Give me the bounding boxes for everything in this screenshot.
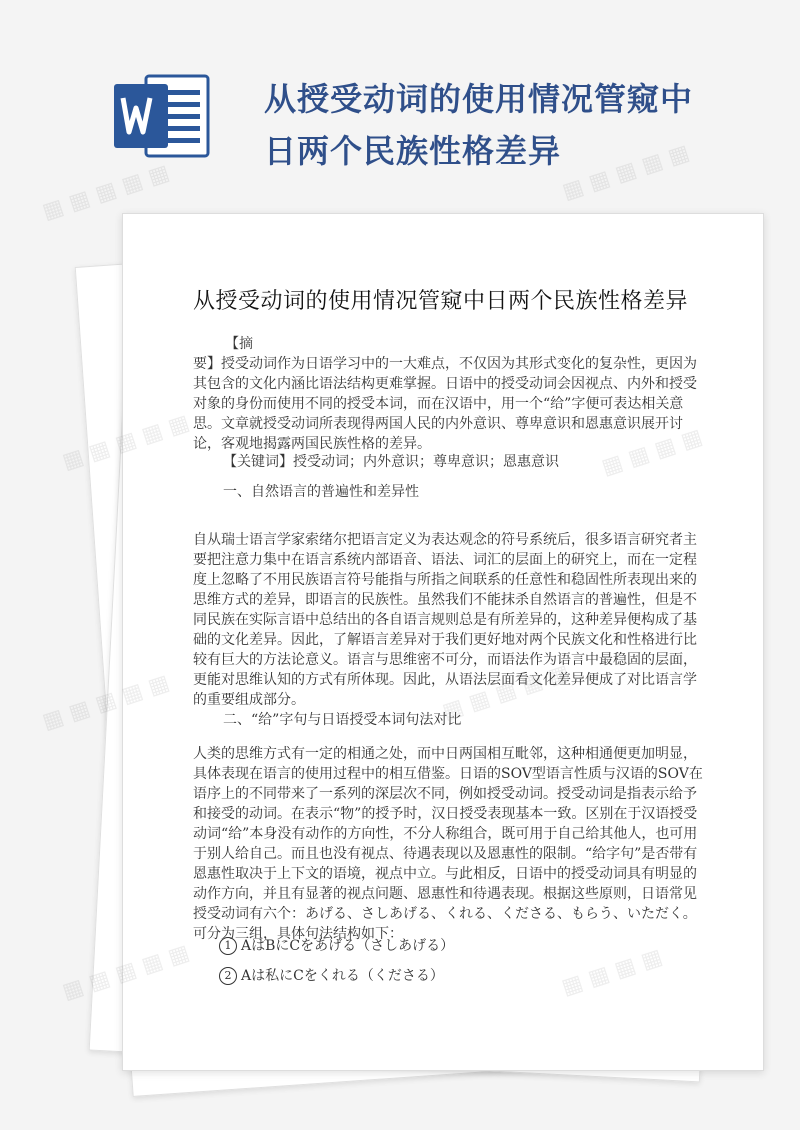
abstract-paragraph xyxy=(193,334,708,454)
header-title-line-1: 从授受动词的使用情况管窥中 xyxy=(264,80,694,118)
body-paragraph-2: 人类的思维方式有一定的相通之处，而中日两国相互毗邻，这种相通便更加明显，具体表现在语言的使用过程中的相互借鉴。日语的SOV型语言性质与汉语的SOV在语序上的不同带来了一系列的深层次不同，例如授受动词。授受动词是指表示给予和接受的动词。在表示“物”的授予时，汉日授受表现基本一致。区别在于汉语授受动词“给”本身没有动作的方向性，不分人称组合，既可用于自己给其他人，也可用于别人给自己。而且也没有视点、待遇表现以及恩惠性的限制。“给字句”是否带有恩惠性取决于上下文的语境，视点中立。与此相反，日语中的授受动词具有明显的动作方向，并且有显著的视点问题、恩惠性和待遇表现。根据这些原则，日语常见授受动词有六个：あげる、さしあげる、くれる、くださる、もらう、いただく。可分为三组，具体句法结构如下： xyxy=(193,746,703,942)
keywords-line: 【关键词】授受动词；内外意识；尊卑意识；恩惠意识 xyxy=(223,454,559,470)
section-heading-2: 二、“给”字句与日语授受本词句法对比 xyxy=(223,712,462,728)
example-item xyxy=(219,966,444,986)
abstract-label: 【摘 xyxy=(225,336,253,352)
example-item xyxy=(219,936,454,956)
document-title: 从授受动词的使用情况管窥中日两个民族性格差异 xyxy=(193,289,689,314)
example-text: AはBにCをあげる（さしあげる） xyxy=(241,938,455,954)
body-paragraph-1: 自从瑞士语言学家索绪尔把语言定义为表达观念的符号系统后，很多语言研究者主要把注意力集中在语言系统内部语音、语法、词汇的层面上的研究上，而在一定程度上忽略了不用民族语言符号能指与所指之间联系的任意性和稳固性所表现出来的思维方式的差异，即语言的民族性。虽然我们不能抹杀自然语言的普遍性，但是不同民族在实际言语中总结出的各自语言规则总是有所差异的，这种差异便构成了基础的文化差异。因此，了解语言差异对于我们更好地对两个民族文化和性格进行比较有巨大的方法论意义。语言与思维密不可分，而语法作为语言中最稳固的层面，更能对思维认知的方式有所体现。因此，从语法层面看文化差异便成了对比语言学的重要组成部分。 xyxy=(193,532,697,708)
section-heading-1: 一、自然语言的普遍性和差异性 xyxy=(223,484,419,500)
word-document-icon xyxy=(112,70,212,162)
example-text: Aは私にCをくれる（くださる） xyxy=(241,968,444,984)
watermark-logo: ▦ ▦ xyxy=(39,695,94,735)
header-title-line-2: 日两个民族性格差异 xyxy=(264,132,562,170)
watermark-logo: ▦ xyxy=(59,974,87,1005)
watermark-logo: ▦ xyxy=(59,444,87,475)
document-page xyxy=(122,213,764,1071)
watermark-logo: ▦ ▦ ▦ ▦ ▦ xyxy=(39,160,173,225)
abstract-text: 要】授受动词作为日语学习中的一大难点，不仅因为其形式变化的复杂性，更因为其包含的文化内涵比语法结构更难掌握。日语中的授受动词会因视点、内外和授受对象的身份而使用不同的授受本词，而在汉语中，用一个“给”字便可表达相关意思。文章就授受动词所表现得两国人民的内外意识、尊卑意识和恩惠意识展开讨论，客观地揭露两国民族性格的差异。 xyxy=(193,356,697,452)
circled-number: 2 xyxy=(219,967,237,985)
circled-number: 1 xyxy=(219,937,237,955)
watermark-logo: ▦ ▦ ▦ ▦ ▦ xyxy=(559,140,693,205)
